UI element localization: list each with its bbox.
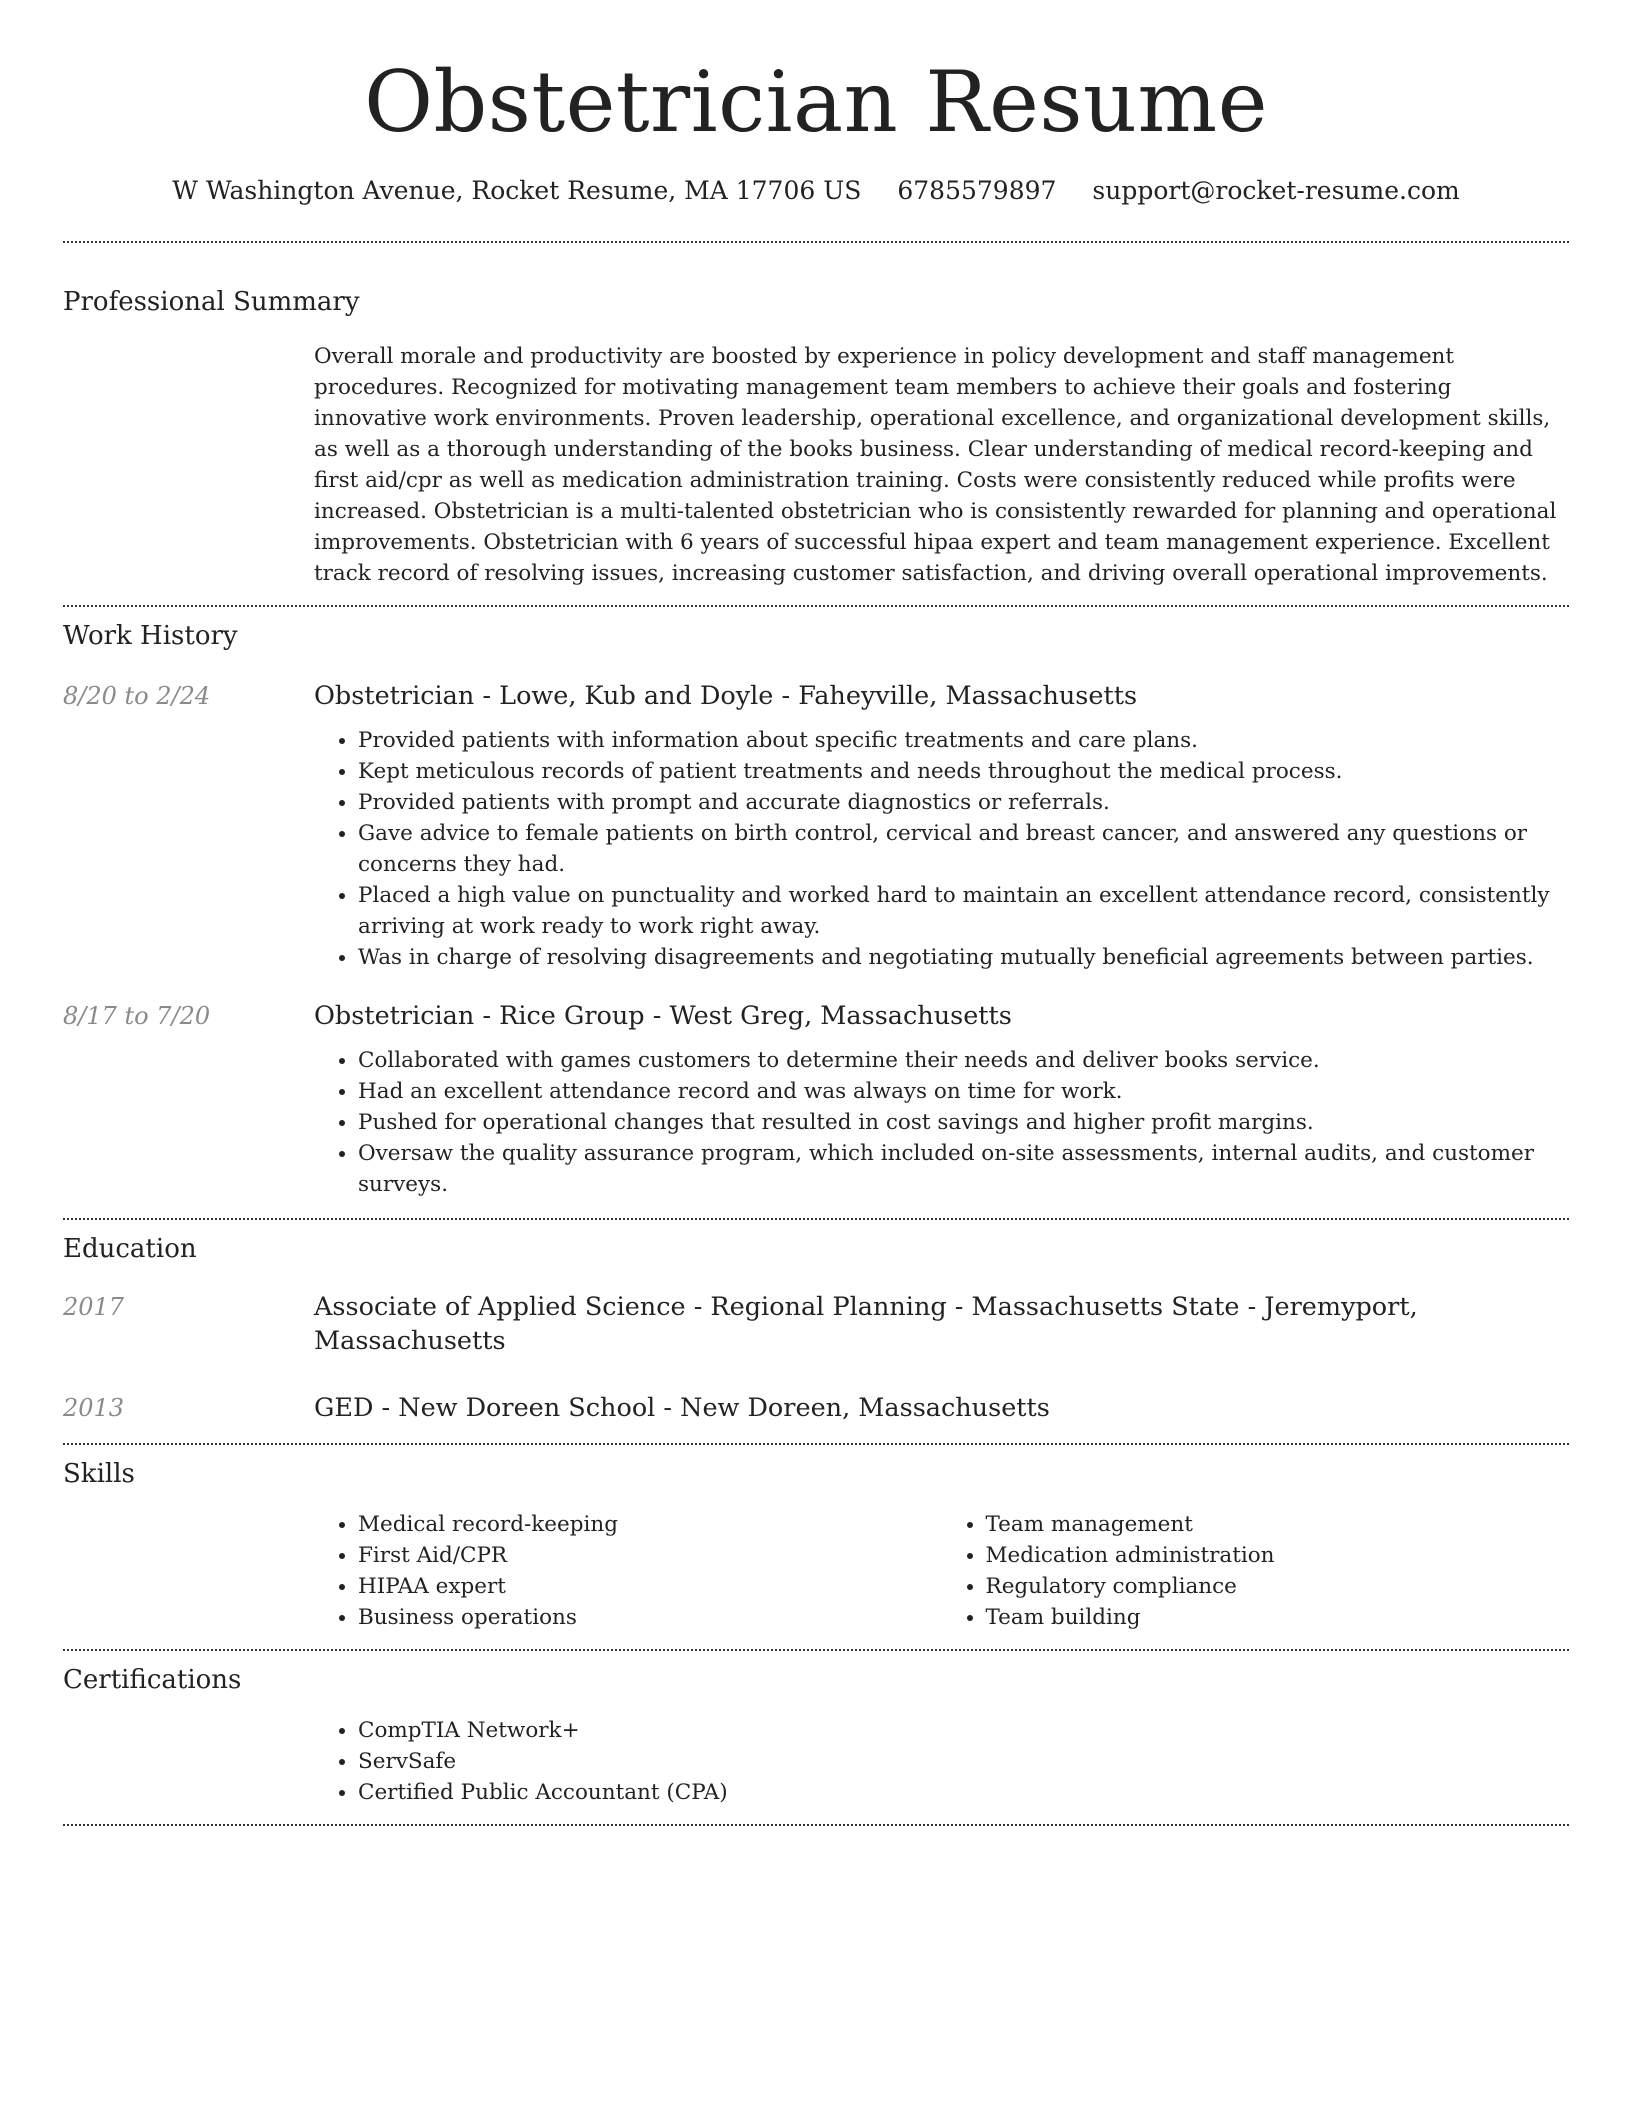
certifications-section [63,1663,1569,1808]
certifications-title: Certifications [63,1665,242,1695]
list-item: • Was in charge of resolving disagreements and negotiating mutually beneficial agreements between parties. [358,942,1569,973]
list-item: • Certified Public Accountant (CPA) [358,1777,1569,1808]
job-body [314,999,1569,1200]
divider [63,241,1569,243]
skills-list-left [314,1509,942,1633]
list-item: • First Aid/CPR [358,1540,942,1571]
job-bullets [314,725,1569,973]
summary-section [63,285,1569,589]
summary-text: Overall morale and productivity are boosted by experience in policy development and staff management procedures. Recognized for motivating management team members to achieve their goals and fostering innovative work environments. Proven leadership, operational excellence, and organizational development skills, as well as a thorough understanding of the books business. Clear understanding of medical record-keeping and first aid/cpr as well as medication administration training. Costs were consistently reduced while profits were increased. Obstetrician is a multi-talented obstetrician who is consistently rewarded for planning and operational improvements. Obstetrician with 6 years of successful hipaa expert and team management experience. Excellent track record of resolving issues, increasing customer satisfaction, and driving overall operational improvements. [314,344,1557,586]
divider [63,1824,1569,1826]
job-heading: Obstetrician - Rice Group - West Greg, Massachusetts [314,1001,1012,1031]
education-heading: Associate of Applied Science - Regional Planning - Massachusetts State - Jeremyport, Massachusetts [314,1292,1418,1356]
list-item: • Team management [986,1509,1570,1540]
skills-list-right [942,1509,1570,1633]
work-history-section [63,619,1569,1218]
list-item: • Pushed for operational changes that resulted in cost savings and higher profit margins. [358,1107,1569,1138]
list-item: • Collaborated with games customers to determine their needs and deliver books service. [358,1045,1569,1076]
list-item: • Medication administration [986,1540,1570,1571]
divider [63,1218,1569,1220]
list-item: • Provided patients with information about specific treatments and care plans. [358,725,1569,756]
contact-phone: 6785579897 [897,176,1057,205]
list-item: • Placed a high value on punctuality and worked hard to maintain an excellent attendance record, consistently arriving at work ready to work right away. [358,880,1569,942]
summary-title: Professional Summary [63,287,360,317]
job-bullets [314,1045,1569,1200]
education-heading: GED - New Doreen School - New Doreen, Massachusetts [314,1393,1050,1423]
list-item: • Medical record-keeping [358,1509,942,1540]
education-entry [63,1391,1569,1425]
contact-email: support@rocket-resume.com [1092,176,1460,205]
list-item: • Regulatory compliance [986,1571,1570,1602]
job-heading: Obstetrician - Lowe, Kub and Doyle - Faheyville, Massachusetts [314,681,1138,711]
job-entry [63,999,1569,1200]
page-title: Obstetrician Resume [364,53,1268,151]
job-dates: 8/17 to 7/20 [63,1002,211,1030]
list-item: • Business operations [358,1602,942,1633]
divider [63,1649,1569,1651]
job-entry [63,679,1569,973]
skills-section [63,1457,1569,1633]
list-item: • Team building [986,1602,1570,1633]
certifications-list [314,1715,1569,1808]
skills-grid [314,1509,1569,1633]
list-item: • Oversaw the quality assurance program, which included on-site assessments, internal audits, and customer surveys. [358,1138,1569,1200]
contact-line [63,174,1569,208]
job-dates: 8/20 to 2/24 [63,682,211,710]
list-item: • CompTIA Network+ [358,1715,1569,1746]
education-title: Education [63,1234,197,1264]
list-item: • ServSafe [358,1746,1569,1777]
divider [63,1443,1569,1445]
education-year: 2013 [63,1394,125,1422]
spacer [63,1200,1569,1218]
skills-title: Skills [63,1459,135,1489]
education-entry [63,1290,1569,1358]
divider [63,605,1569,607]
contact-address: W Washington Avenue, Rocket Resume, MA 17706 US [172,176,862,205]
list-item: • Gave advice to female patients on birth control, cervical and breast cancer, and answered any questions or concerns they had. [358,818,1569,880]
list-item: • Provided patients with prompt and accurate diagnostics or referrals. [358,787,1569,818]
list-item: • Had an excellent attendance record and was always on time for work. [358,1076,1569,1107]
list-item: • HIPAA expert [358,1571,942,1602]
work-history-title: Work History [63,621,238,651]
education-section [63,1232,1569,1443]
job-body [314,679,1569,973]
spacer [63,1425,1569,1443]
education-year: 2017 [63,1293,125,1321]
list-item: • Kept meticulous records of patient treatments and needs throughout the medical process. [358,756,1569,787]
